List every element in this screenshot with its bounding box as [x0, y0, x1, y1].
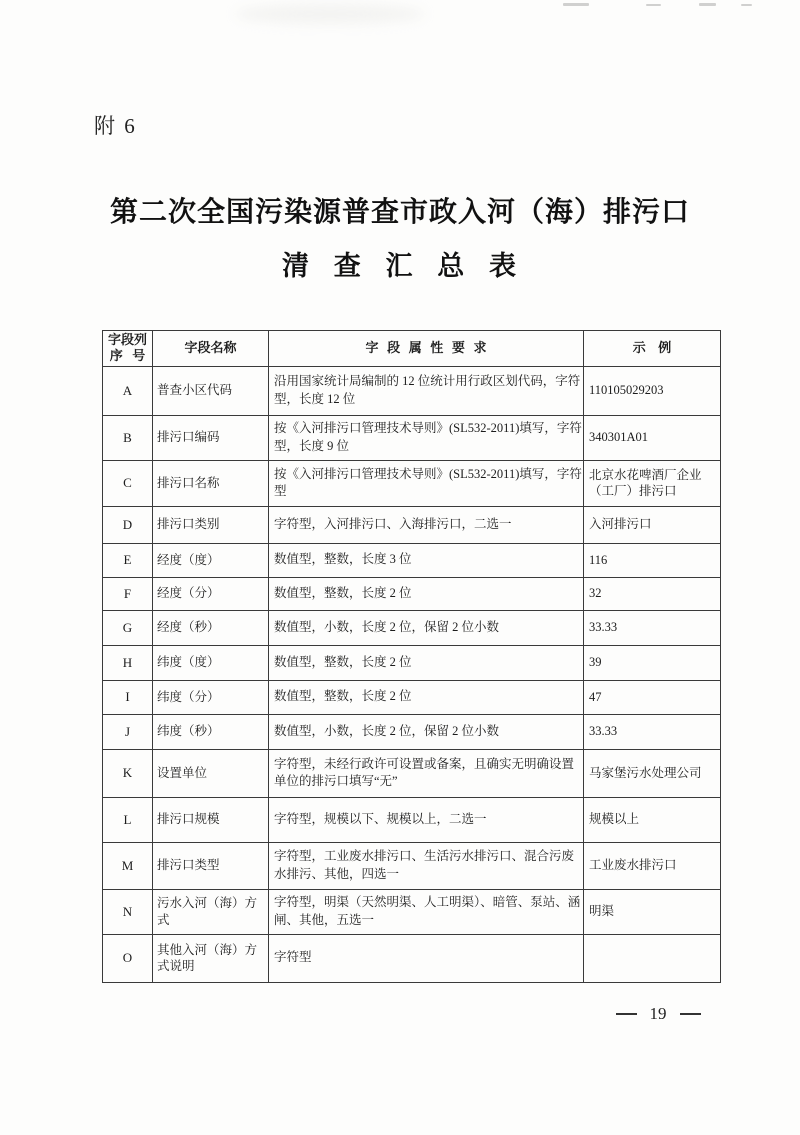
- field-id-cell: N: [103, 889, 153, 934]
- page-number-dash-right: [680, 1013, 701, 1015]
- field-name-cell: 设置单位: [153, 749, 269, 797]
- scan-artifact: [563, 3, 589, 6]
- field-id-cell: D: [103, 506, 153, 543]
- attachment-label: 附 6: [94, 114, 137, 138]
- field-name-cell: 排污口名称: [153, 460, 269, 506]
- field-example-cell: 北京水花啤酒厂企业（工厂）排污口: [584, 460, 721, 506]
- field-id-cell: B: [103, 415, 153, 460]
- field-attr-cell: 字符型，工业废水排污口、生活污水排污口、混合污废水排污、其他，四选一: [269, 842, 584, 889]
- field-example-cell: 116: [584, 543, 721, 577]
- header-field-index: [103, 331, 153, 367]
- field-name-cell: 经度（度）: [153, 543, 269, 577]
- page-number-dash-left: [616, 1013, 637, 1015]
- field-example-cell: 马家堡污水处理公司: [584, 749, 721, 797]
- field-id-cell: O: [103, 934, 153, 982]
- field-attr-cell: 数值型，整数，长度 2 位: [269, 680, 584, 714]
- field-attr-cell: 数值型，小数，长度 2 位，保留 2 位小数: [269, 714, 584, 749]
- document-title: [0, 196, 800, 283]
- header-field-attr: 字 段 属 性 要 求: [269, 331, 584, 367]
- field-name-cell: 排污口类别: [153, 506, 269, 543]
- field-name-cell: 纬度（度）: [153, 645, 269, 680]
- field-name-cell: 排污口类型: [153, 842, 269, 889]
- field-id-cell: K: [103, 749, 153, 797]
- table-row-g: [103, 610, 721, 645]
- field-id-cell: F: [103, 577, 153, 610]
- table-row-d: [103, 506, 721, 543]
- field-name-cell: 排污口规模: [153, 797, 269, 842]
- field-attr-cell: 沿用国家统计局编制的 12 位统计用行政区划代码，字符型，长度 12 位: [269, 366, 584, 415]
- field-id-cell: A: [103, 366, 153, 415]
- table-row-a: [103, 366, 721, 415]
- table-row-n: [103, 889, 721, 934]
- field-example-cell: 32: [584, 577, 721, 610]
- table-row-k: [103, 749, 721, 797]
- field-id-cell: I: [103, 680, 153, 714]
- header-field-index-line1: 字段列: [107, 332, 147, 347]
- scan-artifact: [741, 4, 752, 6]
- field-attr-cell: 字符型: [269, 934, 584, 982]
- fields-table: [102, 330, 721, 983]
- table-row-j: [103, 714, 721, 749]
- table-row-o: [103, 934, 721, 982]
- field-example-cell: 33.33: [584, 714, 721, 749]
- field-id-cell: G: [103, 610, 153, 645]
- table-row-l: [103, 797, 721, 842]
- field-attr-cell: 数值型，整数，长度 3 位: [269, 543, 584, 577]
- field-attr-cell: 字符型，入河排污口、入海排污口，二选一: [269, 506, 584, 543]
- field-id-cell: C: [103, 460, 153, 506]
- field-id-cell: J: [103, 714, 153, 749]
- document-title-line2: 清 查 汇 总 表: [282, 250, 518, 281]
- field-id-cell: L: [103, 797, 153, 842]
- field-attr-cell: 按《入河排污口管理技术导则》(SL532-2011)填写，字符型: [269, 460, 584, 506]
- field-name-cell: 排污口编码: [153, 415, 269, 460]
- field-example-cell: 入河排污口: [584, 506, 721, 543]
- field-name-cell: 经度（分）: [153, 577, 269, 610]
- table-row-m: [103, 842, 721, 889]
- field-name-cell: 经度（秒）: [153, 610, 269, 645]
- table-row-e: [103, 543, 721, 577]
- field-example-cell: 39: [584, 645, 721, 680]
- field-id-cell: H: [103, 645, 153, 680]
- scan-artifact: [235, 4, 425, 24]
- field-name-cell: 污水入河（海）方式: [153, 889, 269, 934]
- field-name-cell: 纬度（秒）: [153, 714, 269, 749]
- field-example-cell: 规模以上: [584, 797, 721, 842]
- table-row-i: [103, 680, 721, 714]
- field-attr-cell: 数值型，小数，长度 2 位，保留 2 位小数: [269, 610, 584, 645]
- document-title-line1: 第二次全国污染源普查市政入河（海）排污口: [109, 197, 690, 228]
- field-id-cell: M: [103, 842, 153, 889]
- field-name-cell: 普查小区代码: [153, 366, 269, 415]
- header-field-example: 示 例: [584, 331, 721, 367]
- field-example-cell: 33.33: [584, 610, 721, 645]
- field-example-cell: 明渠: [584, 889, 721, 934]
- header-field-index-line2: 序 号: [109, 348, 146, 364]
- page-number-value: 19: [649, 1004, 667, 1023]
- field-example-cell: [584, 934, 721, 982]
- scan-artifact: [646, 4, 661, 6]
- table-row-f: [103, 577, 721, 610]
- field-name-cell: 纬度（分）: [153, 680, 269, 714]
- field-example-cell: 47: [584, 680, 721, 714]
- field-name-cell: 其他入河（海）方式说明: [153, 934, 269, 982]
- field-attr-cell: 字符型，明渠（天然明渠、人工明渠）、暗管、泵站、涵闸、其他，五选一: [269, 889, 584, 934]
- field-example-cell: 110105029203: [584, 366, 721, 415]
- field-example-cell: 340301A01: [584, 415, 721, 460]
- field-attr-cell: 字符型，规模以下、规模以上，二选一: [269, 797, 584, 842]
- table-header-row: [103, 331, 721, 367]
- scan-artifact: [699, 3, 716, 6]
- table-row-h: [103, 645, 721, 680]
- page-number: [598, 1004, 718, 1024]
- table-row-b: [103, 415, 721, 460]
- header-field-name: 字段名称: [153, 331, 269, 367]
- field-attr-cell: 字符型，未经行政许可设置或备案，且确实无明确设置单位的排污口填写“无”: [269, 749, 584, 797]
- table-row-c: [103, 460, 721, 506]
- field-example-cell: 工业废水排污口: [584, 842, 721, 889]
- field-attr-cell: 数值型，整数，长度 2 位: [269, 577, 584, 610]
- field-id-cell: E: [103, 543, 153, 577]
- field-attr-cell: 按《入河排污口管理技术导则》(SL532-2011)填写，字符型，长度 9 位: [269, 415, 584, 460]
- field-attr-cell: 数值型，整数，长度 2 位: [269, 645, 584, 680]
